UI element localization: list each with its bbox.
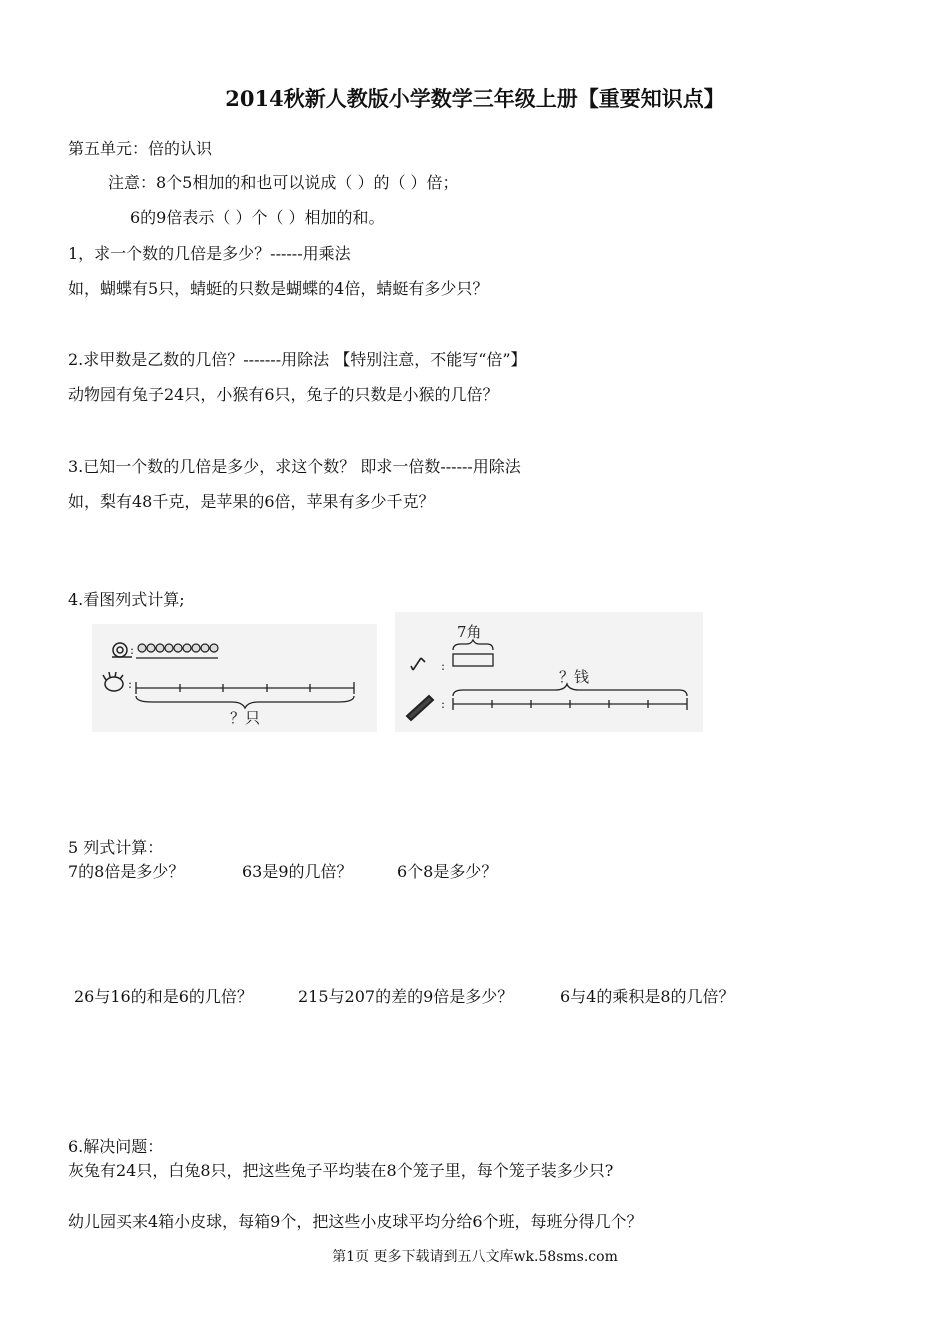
section-5-q6: 6与4的乘积是8的几倍？	[560, 987, 735, 1006]
section-6-heading: 6.解决问题：	[68, 1137, 164, 1156]
unit-box	[453, 654, 493, 666]
section-5-q4: 26与16的和是6的几倍？	[74, 987, 253, 1006]
section-2-heading: 2.求甲数是乙数的几倍？-------用除法 【特别注意，不能写“倍”】	[68, 350, 527, 369]
page-footer: 第1页 更多下载请到五八文库wk.58sms.com	[332, 1249, 618, 1265]
section-5-heading: 5 列式计算：	[68, 838, 164, 857]
section-2-example: 动物园有兔子24只，小猴有6只，兔子的只数是小猴的几倍？	[68, 385, 499, 404]
snail-icon	[112, 643, 135, 657]
figure-left-label: ？只	[230, 709, 261, 727]
section-6-q1: 灰兔有24只，白兔8只，把这些兔子平均装在8个笼子里，每个笼子装多少只?	[68, 1161, 614, 1180]
unit-circles	[138, 644, 218, 652]
pencil-icon	[411, 658, 425, 670]
unit-heading: 第五单元：倍的认识	[68, 139, 213, 158]
svg-text::: :	[441, 697, 446, 711]
section-1-example: 如，蝴蝶有5只，蜻蜓的只数是蝴蝶的4倍，蜻蜓有多少只？	[68, 279, 489, 298]
section-5-q3: 6个8是多少？	[397, 862, 498, 881]
hedgehog-icon	[103, 672, 123, 691]
figure-right-top-label: 7角	[457, 623, 482, 641]
multiple-bar-right	[453, 698, 687, 710]
svg-text::: :	[441, 659, 446, 673]
svg-text::: :	[130, 643, 135, 657]
section-3-heading: 3.已知一个数的几倍是多少，求这个数？ 即求一倍数------用除法	[68, 457, 521, 476]
section-1-heading: 1，求一个数的几倍是多少？------用乘法	[68, 244, 351, 263]
svg-text::: :	[128, 677, 133, 691]
note-line-1: 注意：8个5相加的和也可以说成（ ）的（ ）倍；	[108, 173, 459, 192]
figure-right-bottom-label: ？钱	[559, 668, 590, 686]
figure-pencil-pen	[395, 612, 703, 732]
section-5-q5: 215与207的差的9倍是多少？	[298, 987, 514, 1006]
section-5-q1: 7的8倍是多少？	[68, 862, 185, 881]
note-line-2: 6的9倍表示（ ）个（ ）相加的和。	[130, 208, 385, 227]
page-title: 2014秋新人教版小学数学三年级上册【重要知识点】	[225, 86, 725, 111]
multiple-bar	[136, 682, 354, 708]
section-5-q2: 63是9的几倍？	[242, 862, 353, 881]
section-6-q2: 幼儿园买来4箱小皮球，每箱9个，把这些小皮球平均分给6个班，每班分得几个？	[68, 1212, 643, 1231]
figure-snail-hedgehog	[92, 624, 377, 732]
pen-icon	[407, 696, 433, 720]
section-4-heading: 4.看图列式计算;	[68, 590, 185, 609]
section-3-example: 如，梨有48千克，是苹果的6倍，苹果有多少千克？	[68, 492, 435, 511]
